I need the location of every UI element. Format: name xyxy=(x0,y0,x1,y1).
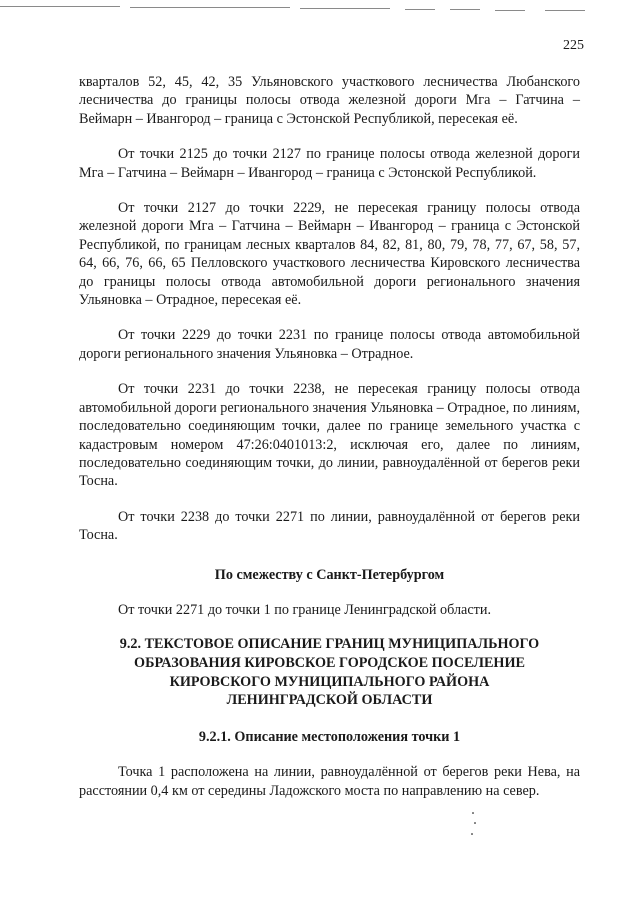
subheading-spb: По смежеству с Санкт-Петербургом xyxy=(214,566,445,583)
section-title-line: ЛЕНИНГРАДСКОЙ ОБЛАСТИ xyxy=(226,692,433,709)
section-title xyxy=(79,635,580,709)
section-title-line: КИРОВСКОГО МУНИЦИПАЛЬНОГО РАЙОНА xyxy=(169,673,490,690)
page-number: 225 xyxy=(563,38,584,53)
document-body xyxy=(79,73,580,800)
paragraph: От точки 2231 до точки 2238, не пересекая границу полосы отвода автомобильной дороги регионального значения Ульяновка – Отрадное, по линиям, последовательно соединяющим точки, далее по границе земельного участка с кадастровым номером 47:26:0401013:2, исключая его, далее по линиям, последовательно соединяющим точки, до линии, равноудалённой от берегов реки Тосна. xyxy=(79,381,580,490)
subsection-title: 9.2.1. Описание местоположения точки 1 xyxy=(198,728,461,745)
scan-speck xyxy=(471,833,473,835)
scan-line xyxy=(300,8,390,9)
paragraph: От точки 2125 до точки 2127 по границе полосы отвода железной дороги Мга – Гатчина – Веймарн – Ивангород – граница с Эстонской Республикой. xyxy=(79,146,580,181)
paragraph: От точки 2238 до точки 2271 по линии, равноудалённой от берегов реки Тосна. xyxy=(79,508,580,544)
section-title-line: 9.2. ТЕКСТОВОЕ ОПИСАНИЕ ГРАНИЦ МУНИЦИПАЛЬНОГО xyxy=(119,636,540,653)
scan-line xyxy=(130,7,290,8)
section-title-line: ОБРАЗОВАНИЯ КИРОВСКОЕ ГОРОДСКОЕ ПОСЕЛЕНИЕ xyxy=(134,654,525,671)
scan-line xyxy=(545,10,585,11)
scan-speck xyxy=(472,812,474,814)
subsection-text: Точка 1 расположена на линии, равноудалённой от берегов реки Нева, на расстоянии 0,4 км от середины Ладожского моста по направлению на север. xyxy=(79,764,580,799)
scan-line xyxy=(450,9,480,10)
paragraph: От точки 2229 до точки 2231 по границе полосы отвода автомобильной дороги регионального значения Ульяновка – Отрадное. xyxy=(79,327,580,362)
paragraph: кварталов 52, 45, 42, 35 Ульяновского участкового лесничества Любанского лесничества до границы полосы отвода железной дороги Мга – Гатчина – Веймарн – Ивангород – граница с Эстонской Республикой, пересекая её. xyxy=(79,74,580,127)
scan-line xyxy=(0,6,120,7)
scan-line xyxy=(495,10,525,11)
paragraph: От точки 2127 до точки 2229, не пересекая границу полосы отвода железной дороги Мга – Гатчина – Веймарн – Ивангород – граница с Эстонской Республикой, по границам лесных кварталов 84, 82, 81, 80, 79, 78, 77, 67, 58, 57, 64, 66, 76, 66, 65 Пелловского участкового лесничества Кировского лесничества до границы полосы отвода автомобильной дороги регионального значения Ульяновка – Отрадное, пересекая её. xyxy=(79,200,580,309)
scan-line xyxy=(405,9,435,10)
paragraph-spb: От точки 2271 до точки 1 по границе Ленинградской области. xyxy=(118,601,491,618)
scan-speck xyxy=(474,822,476,824)
